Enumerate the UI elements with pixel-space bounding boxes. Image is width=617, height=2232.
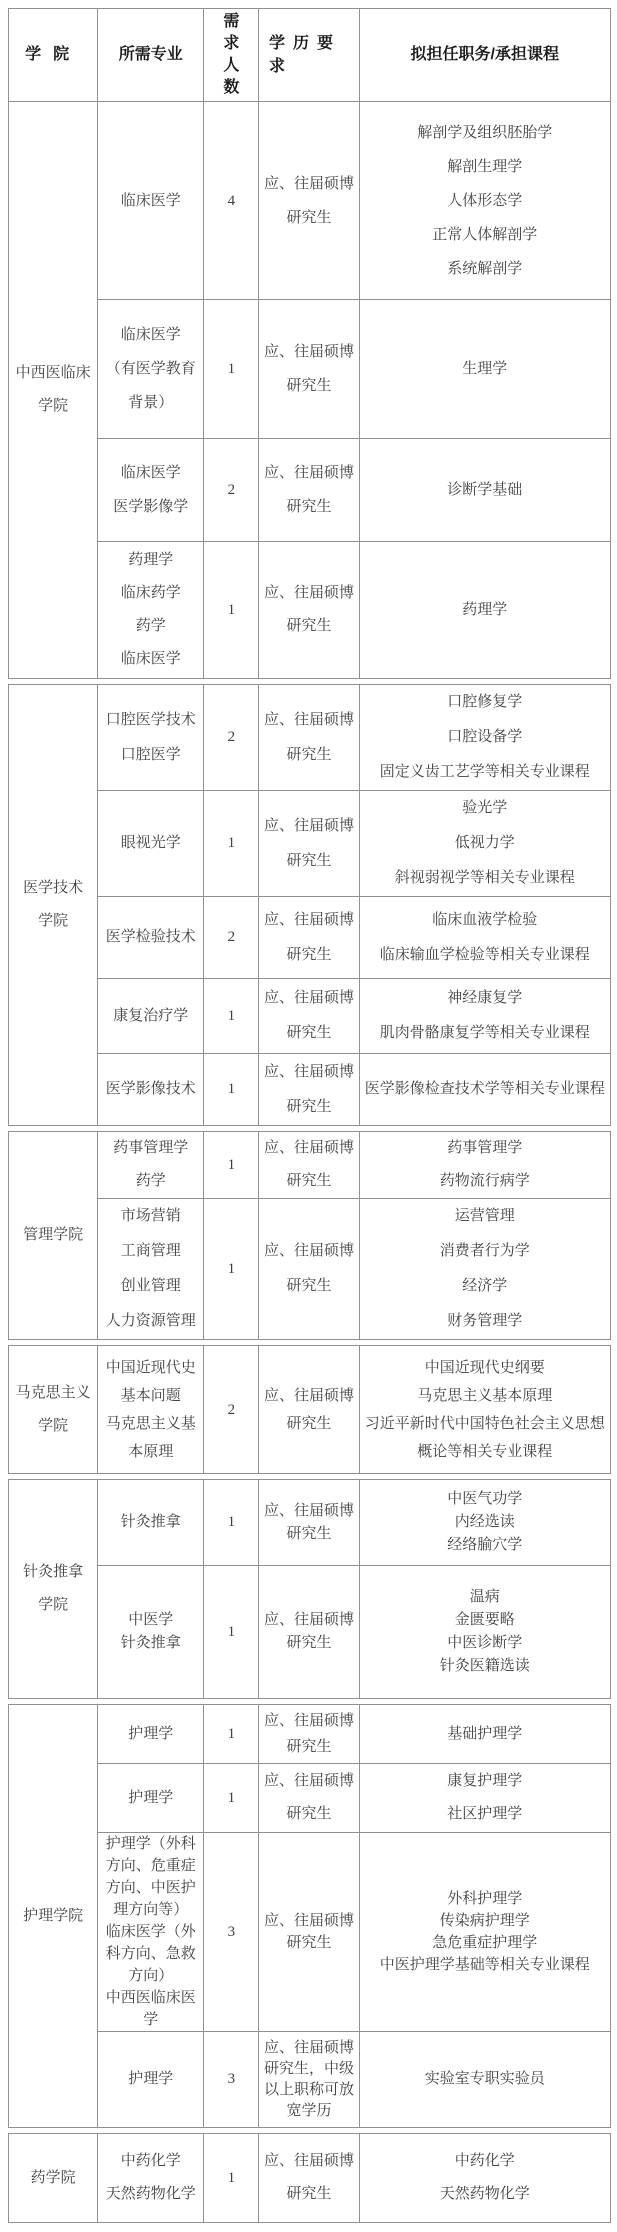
demand-row: [9, 979, 611, 1054]
demand-row: [9, 542, 611, 679]
duties-cell: [359, 1566, 610, 1699]
count-cell: 2: [204, 439, 259, 542]
duty-item: 诊断学基础: [447, 482, 523, 498]
degree-cell: 应、往届硕博研究生: [259, 542, 359, 679]
duty-item: 财务管理学: [447, 1313, 523, 1329]
count-cell: 2: [204, 897, 259, 979]
college-name-cell: [9, 1705, 98, 2128]
duty-item: 系统解剖学: [447, 260, 523, 277]
majors-cell: [98, 685, 204, 791]
duties-cell: [359, 300, 610, 439]
duties-cell: [359, 542, 610, 679]
major-item: 眼视光学: [120, 835, 181, 851]
majors-cell: [98, 2134, 204, 2223]
header-count: [204, 9, 259, 102]
demand-row: [9, 1566, 611, 1699]
duty-item: 温病: [469, 1589, 500, 1605]
majors-cell: [98, 1833, 204, 2032]
header-major-label: 所需专业: [118, 46, 183, 63]
major-item: 临床医学: [120, 465, 181, 481]
demand-row: [9, 1480, 611, 1566]
duties-cell: [359, 1480, 610, 1566]
duty-item: 内经选读: [454, 1514, 515, 1530]
major-item: 临床医学: [120, 327, 181, 343]
demand-row: [9, 1705, 611, 1764]
degree-cell: 应、往届硕博研究生: [259, 685, 359, 791]
duties-cell: [359, 685, 610, 791]
college-name-line: 学院: [38, 1597, 69, 1613]
demand-row: [9, 2032, 611, 2128]
header-major: [98, 9, 204, 102]
demand-row: [9, 439, 611, 542]
duties-cell: [359, 1132, 610, 1199]
degree-cell: 应、往届硕博研究生: [259, 1764, 359, 1833]
majors-cell: [98, 102, 204, 300]
college-name-line: 针灸推拿: [23, 1564, 84, 1580]
duties-cell: [359, 102, 610, 300]
degree-cell: 应、往届硕博研究生: [259, 1199, 359, 1340]
degree-cell: 应、往届硕博研究生: [259, 1480, 359, 1566]
college-name-cell: [9, 102, 98, 679]
major-item: 护理学（外科方向、危重症方向、中医护理方向等）: [105, 1836, 196, 1918]
header-college: [9, 9, 98, 102]
count-cell: 1: [204, 300, 259, 439]
majors-cell: [98, 439, 204, 542]
majors-cell: [98, 1054, 204, 1126]
duties-cell: [359, 1764, 610, 1833]
duties-cell: [359, 2134, 610, 2223]
majors-cell: [98, 1199, 204, 1340]
count-cell: 1: [204, 791, 259, 897]
duty-item: 正常人体解剖学: [432, 226, 538, 243]
college-section-2: [8, 684, 611, 1126]
college-section-5: [8, 1479, 611, 1699]
degree-cell: 应、往届硕博研究生: [259, 979, 359, 1054]
major-item: 康复治疗学: [113, 1007, 189, 1024]
count-cell: 3: [204, 2032, 259, 2128]
duty-item: 解剖学及组织胚胎学: [417, 124, 553, 141]
duty-item: 急危重症护理学: [432, 1935, 538, 1951]
degree-cell: 应、往届硕博研究生: [259, 897, 359, 979]
degree-cell: 应、往届硕博研究生: [259, 1054, 359, 1126]
header-duty-label: 拟担任职务/承担课程: [410, 46, 559, 63]
major-item: 临床医学: [120, 192, 181, 209]
duty-item: 神经康复学: [447, 990, 523, 1006]
duty-item: 天然药物化学: [439, 2186, 530, 2202]
duty-item: 外科护理学: [447, 1891, 523, 1907]
demand-row: [9, 1199, 611, 1340]
college-name-line: 中西医临床: [15, 365, 91, 381]
duty-item: 金匮要略: [454, 1612, 515, 1628]
duties-cell: [359, 1199, 610, 1340]
college-section-3: [8, 1131, 611, 1340]
count-cell: 4: [204, 102, 259, 300]
major-item: 市场营销: [120, 1208, 181, 1224]
duty-item: 固定义齿工艺学等相关专业课程: [379, 764, 590, 780]
major-item: 马克思主义基本原理: [105, 1415, 196, 1460]
college-name-line: 马克思主义: [15, 1384, 91, 1401]
degree-cell: 应、往届硕博研究生: [259, 439, 359, 542]
college-section-1: [8, 101, 611, 679]
header-degree-label: 学历要求: [268, 35, 341, 75]
major-item: 医学影像技术: [105, 1081, 196, 1097]
duty-item: 临床血液学检验: [432, 911, 538, 928]
duty-item: 验光学: [462, 800, 508, 816]
college-name-cell: [9, 1480, 98, 1699]
count-cell: 1: [204, 1054, 259, 1126]
major-item: 中西医临床医学: [105, 1990, 196, 2028]
majors-cell: [98, 897, 204, 979]
degree-cell: 应、往届硕博研究生: [259, 102, 359, 300]
duty-item: 中医气功学: [447, 1491, 523, 1507]
demand-row: [9, 1833, 611, 2032]
degree-cell: 应、往届硕博研究生: [259, 791, 359, 897]
degree-cell: 应、往届硕博研究生: [259, 1346, 359, 1474]
demand-row: [9, 1764, 611, 1833]
duty-item: 中医护理学基础等相关专业课程: [379, 1957, 590, 1973]
duties-cell: [359, 1705, 610, 1764]
degree-cell: 应、往届硕博研究生: [259, 1566, 359, 1699]
major-item: 中国近现代史基本问题: [105, 1359, 196, 1404]
duty-item: 针灸医籍选读: [439, 1658, 530, 1674]
duty-item: 中医诊断学: [447, 1635, 523, 1651]
major-item: 中医学: [128, 1612, 174, 1628]
major-item: 药学: [135, 618, 166, 634]
count-cell: 1: [204, 979, 259, 1054]
count-cell: 1: [204, 2134, 259, 2223]
duties-cell: [359, 791, 610, 897]
count-cell: 1: [204, 1480, 259, 1566]
count-cell: 1: [204, 542, 259, 679]
duty-item: 中国近现代史纲要: [424, 1359, 545, 1376]
college-name-line: 学院: [38, 1417, 69, 1434]
duties-cell: [359, 1054, 610, 1126]
major-item: 人力资源管理: [105, 1313, 196, 1329]
duty-item: 斜视弱视学等相关专业课程: [394, 870, 575, 886]
major-item: 针灸推拿: [120, 1635, 181, 1651]
duty-item: 肌肉骨骼康复学等相关专业课程: [379, 1025, 590, 1041]
duty-item: 解剖生理学: [447, 158, 523, 175]
duty-item: 经络腧穴学: [447, 1537, 523, 1553]
degree-cell: 应、往届硕博研究生: [259, 2134, 359, 2223]
majors-cell: [98, 791, 204, 897]
demand-row: [9, 1054, 611, 1126]
major-item: 临床医学: [120, 651, 181, 667]
college-name-line: 药学院: [30, 2169, 76, 2186]
college-name-line: 医学技术: [23, 880, 84, 896]
header-duty: [359, 9, 610, 102]
majors-cell: [98, 1705, 204, 1764]
duties-cell: [359, 439, 610, 542]
duty-item: 传染病护理学: [439, 1913, 530, 1929]
count-cell: 1: [204, 1764, 259, 1833]
duty-item: 医学影像检查技术学等相关专业课程: [364, 1081, 605, 1097]
major-item: 天然药物化学: [105, 2186, 196, 2202]
duty-item: 消费者行为学: [439, 1243, 530, 1259]
majors-cell: [98, 542, 204, 679]
major-item: 创业管理: [120, 1278, 181, 1294]
duty-item: 基础护理学: [447, 1726, 523, 1742]
college-name-line: 学院: [38, 398, 69, 414]
count-cell: 1: [204, 1705, 259, 1764]
major-item: 医学检验技术: [105, 929, 196, 945]
duty-item: 社区护理学: [447, 1806, 523, 1822]
count-cell: 1: [204, 1199, 259, 1340]
header-table: [8, 8, 611, 102]
duty-item: 习近平新时代中国特色社会主义思想概论等相关专业课程: [364, 1415, 605, 1460]
demand-row: [9, 897, 611, 979]
duty-item: 中药化学: [454, 2153, 515, 2169]
college-name-line: 护理学院: [23, 1907, 84, 1924]
major-item: 临床药学: [120, 585, 181, 601]
majors-cell: [98, 979, 204, 1054]
duty-item: 口腔修复学: [447, 694, 523, 710]
majors-cell: [98, 1566, 204, 1699]
demand-row: [9, 1132, 611, 1199]
college-section-6: [8, 1704, 611, 2128]
major-item: 口腔医学技术: [105, 711, 196, 728]
demand-row: [9, 102, 611, 300]
duties-cell: [359, 1833, 610, 2032]
duty-item: 生理学: [462, 361, 508, 377]
demand-row: [9, 300, 611, 439]
count-cell: 1: [204, 1566, 259, 1699]
duty-item: 临床输血学检验等相关专业课程: [379, 946, 590, 963]
duty-item: 康复护理学: [447, 1773, 523, 1789]
major-item: 口腔医学: [120, 746, 181, 763]
duties-cell: [359, 897, 610, 979]
majors-cell: [98, 1480, 204, 1566]
table-region: [8, 101, 612, 2223]
major-item: 针灸推拿: [120, 1514, 181, 1530]
duty-item: 药理学: [462, 601, 508, 618]
college-name-cell: [9, 2134, 98, 2223]
duties-cell: [359, 2032, 610, 2128]
degree-cell: 应、往届硕博研究生: [259, 1833, 359, 2032]
major-item: 药理学: [128, 552, 174, 568]
major-item: 护理学: [128, 1726, 174, 1742]
demand-row: [9, 791, 611, 897]
majors-cell: [98, 2032, 204, 2128]
college-name-cell: [9, 1346, 98, 1474]
degree-cell: 应、往届硕博研究生: [259, 1132, 359, 1199]
header-degree: [259, 9, 359, 102]
demand-row: [9, 1346, 611, 1474]
majors-cell: [98, 300, 204, 439]
duties-cell: [359, 979, 610, 1054]
count-cell: 2: [204, 1346, 259, 1474]
majors-cell: [98, 1764, 204, 1833]
duty-item: 低视力学: [454, 835, 515, 851]
count-cell: 3: [204, 1833, 259, 2032]
duty-item: 口腔设备学: [447, 729, 523, 745]
duty-item: 马克思主义基本原理: [417, 1387, 553, 1404]
majors-cell: [98, 1346, 204, 1474]
demand-row: [9, 2134, 611, 2223]
count-cell: 2: [204, 685, 259, 791]
major-item: 医学影像学: [113, 499, 189, 515]
duty-item: 人体形态学: [447, 192, 523, 209]
major-item: 药学: [135, 1173, 166, 1189]
duty-item: 药事管理学: [447, 1140, 523, 1156]
majors-cell: [98, 1132, 204, 1199]
major-item: 护理学: [128, 2071, 174, 2087]
major-item: 中药化学: [120, 2153, 181, 2169]
header-count-label: 需求人数: [223, 13, 240, 96]
duty-item: 实验室专职实验员: [424, 2071, 545, 2087]
college-name-cell: [9, 685, 98, 1126]
college-name-line: 管理学院: [23, 1227, 84, 1243]
duty-item: 药物流行病学: [439, 1173, 530, 1189]
major-item: 临床医学（外科方向、急救方向）: [105, 1924, 196, 1984]
header-college-label: 学院: [25, 46, 82, 63]
major-item: 护理学: [128, 1789, 174, 1806]
duty-item: 经济学: [462, 1278, 508, 1294]
degree-cell: 应、往届硕博研究生: [259, 300, 359, 439]
major-item: 药事管理学: [113, 1140, 189, 1156]
duty-item: 运营管理: [454, 1208, 515, 1224]
college-name-line: 学院: [38, 913, 69, 929]
major-item: 工商管理: [120, 1243, 181, 1259]
major-item: （有医学教育背景）: [105, 361, 196, 411]
header-row: [9, 9, 611, 102]
duties-cell: [359, 1346, 610, 1474]
college-section-4: [8, 1345, 611, 1474]
college-name-cell: [9, 1132, 98, 1340]
demand-row: [9, 685, 611, 791]
degree-cell: 应、往届硕博研究生: [259, 1705, 359, 1764]
college-section-7: [8, 2133, 611, 2223]
count-cell: 1: [204, 1132, 259, 1199]
degree-cell: 应、往届硕博研究生，中级以上职称可放宽学历: [259, 2032, 359, 2128]
